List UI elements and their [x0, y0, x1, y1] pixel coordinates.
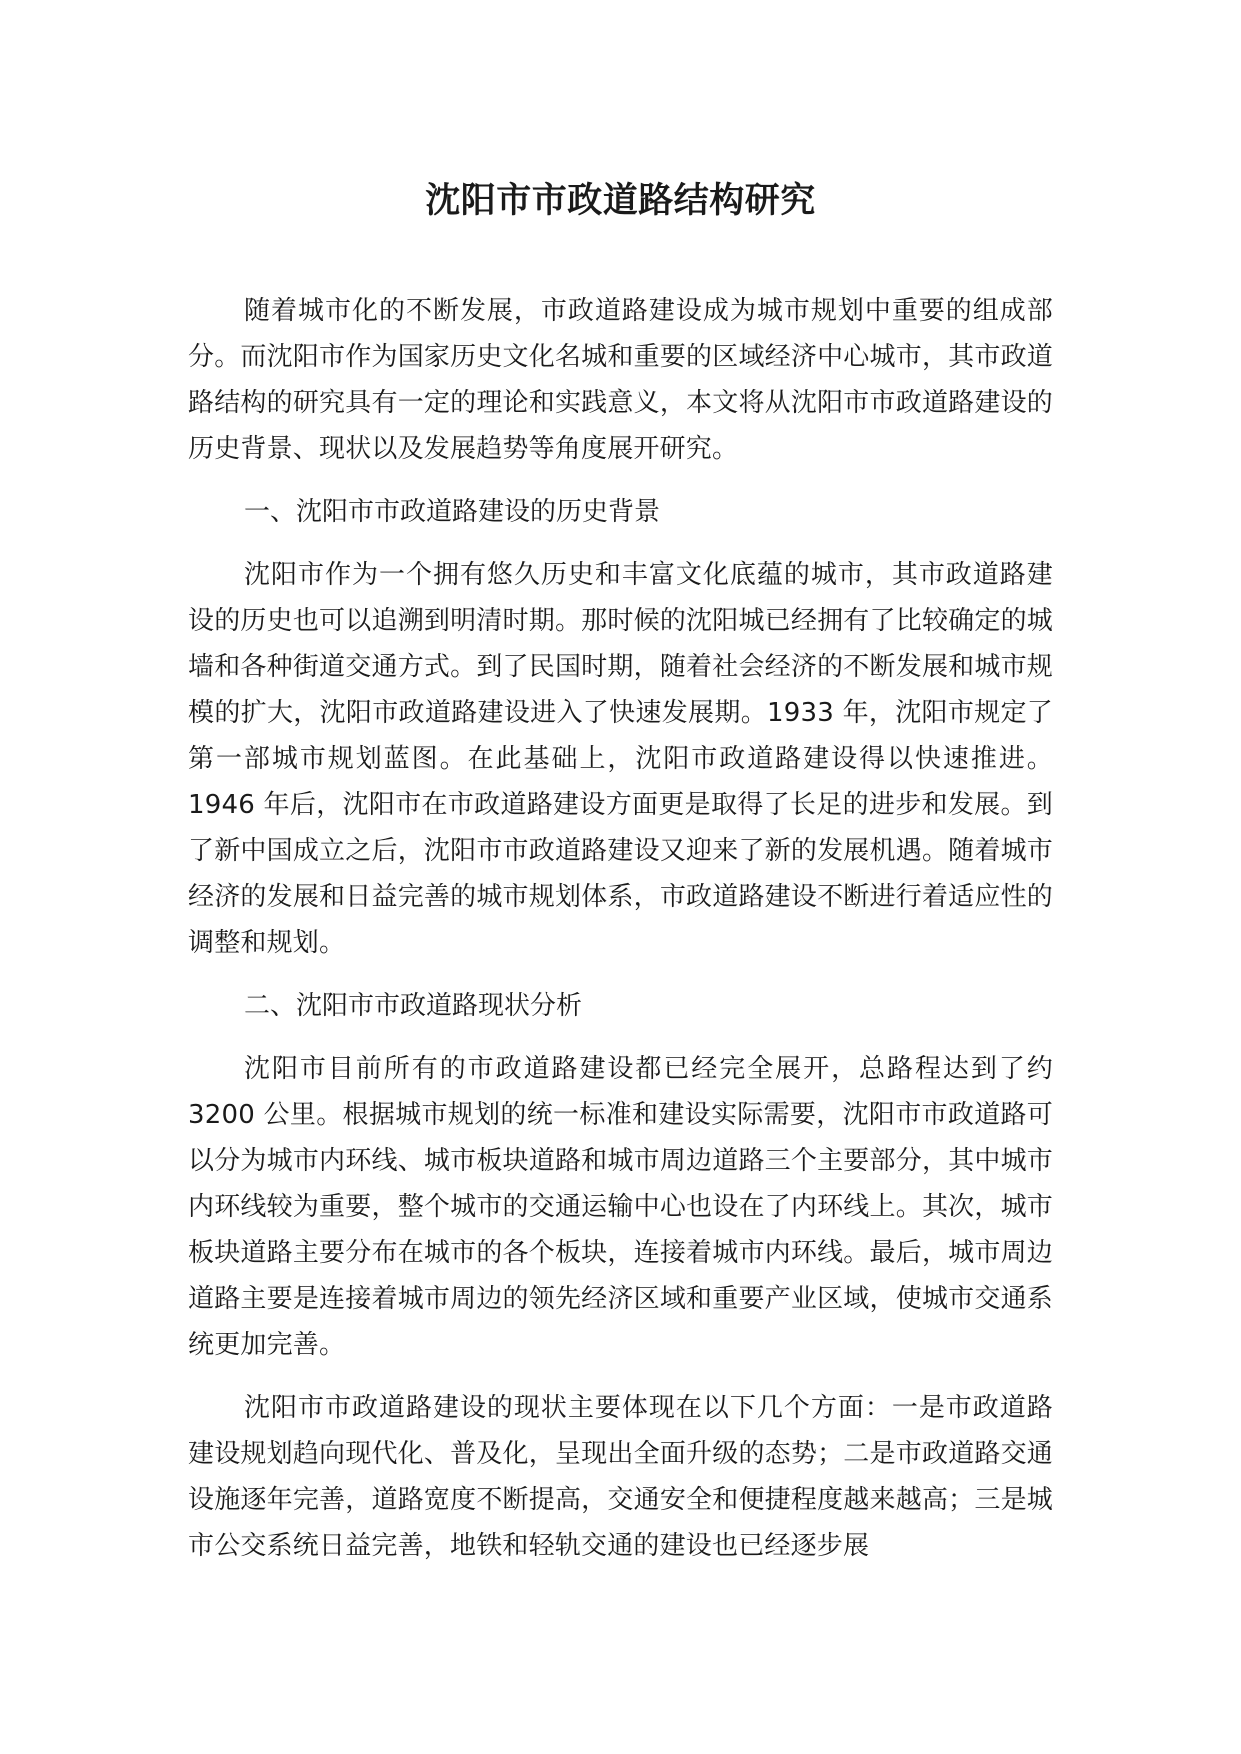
section-heading-status: 二、沈阳市市政道路现状分析: [244, 991, 583, 1021]
section-heading-history: 一、沈阳市市政道路建设的历史背景: [244, 497, 661, 527]
status-paragraph: 沈阳市目前所有的市政道路建设都已经完全展开，总路程达到了约3200 公里。根据城市规划的统一标准和建设实际需要，沈阳市市政道路可以分为城市内环线、城市板块道路和城市周边道路三个主要部分，其中城市内环线较为重要，整个城市的交通运输中心也设在了内环线上。其次，城市板块道路主要分布在城市的各个板块，连接着城市内环线。最后，城市周边道路主要是连接着城市周边的领先经济区域和重要产业区域，使城市交通系统更加完善。: [188, 1054, 1053, 1360]
history-paragraph: 沈阳市作为一个拥有悠久历史和丰富文化底蕴的城市，其市政道路建设的历史也可以追溯到明清时期。那时候的沈阳城已经拥有了比较确定的城墙和各种街道交通方式。到了民国时期，随着社会经济的不断发展和城市规模的扩大，沈阳市政道路建设进入了快速发展期。1933 年，沈阳市规定了第一部城市规划蓝图。在此基础上，沈阳市政道路建设得以快速推进。1946 年后，沈阳市在市政道路建设方面更是取得了长足的进步和发展。到了新中国成立之后，沈阳市市政道路建设又迎来了新的发展机遇。随着城市经济的发展和日益完善的城市规划体系，市政道路建设不断进行着适应性的调整和规划。: [188, 560, 1053, 958]
document-body: [188, 288, 1053, 1586]
status-detail-paragraph: 沈阳市市政道路建设的现状主要体现在以下几个方面：一是市政道路建设规划趋向现代化、普及化，呈现出全面升级的态势；二是市政道路交通设施逐年完善，道路宽度不断提高，交通安全和便捷程度越来越高；三是城市公交系统日益完善，地铁和轻轨交通的建设也已经逐步展: [188, 1393, 1053, 1561]
intro-paragraph: 随着城市化的不断发展，市政道路建设成为城市规划中重要的组成部分。而沈阳市作为国家历史文化名城和重要的区域经济中心城市，其市政道路结构的研究具有一定的理论和实践意义，本文将从沈阳市市政道路建设的历史背景、现状以及发展趋势等角度展开研究。: [188, 296, 1053, 464]
document-title: 沈阳市市政道路结构研究: [425, 181, 816, 221]
